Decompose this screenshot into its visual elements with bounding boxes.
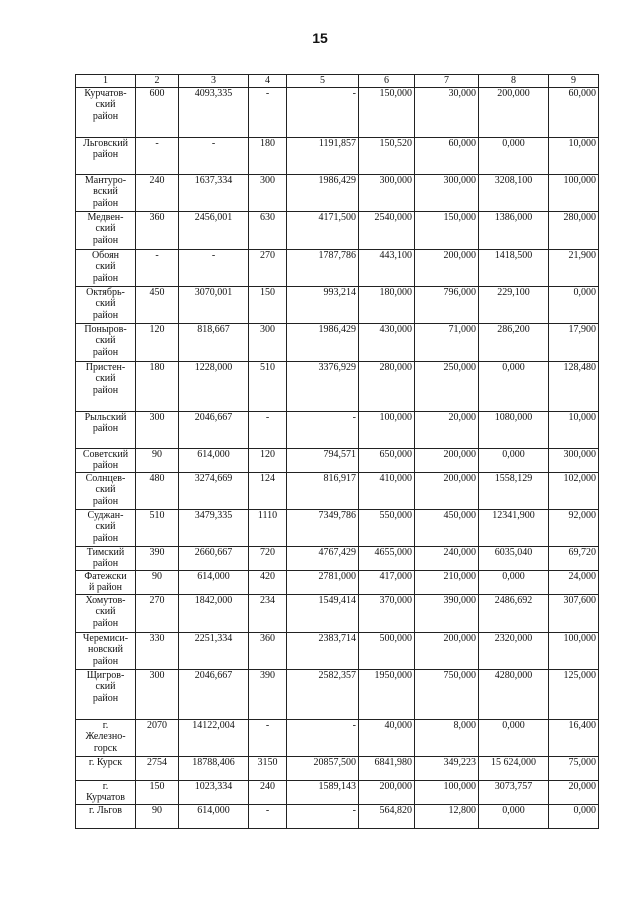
value-cell-c9: 300,000 [549,448,599,472]
value-cell-c7: 30,000 [415,87,479,137]
value-cell-c6: 410,000 [359,472,415,509]
value-cell-c9: 10,000 [549,137,599,174]
value-cell-c5: 1986,429 [287,174,359,211]
value-cell-c5: 993,214 [287,286,359,323]
value-cell-c3: 1842,000 [179,594,249,632]
column-header: 1 [76,75,136,88]
table-row [76,719,599,756]
value-cell-c7: 200,000 [415,448,479,472]
value-cell-c9: 60,000 [549,87,599,137]
value-cell-c5: - [287,804,359,828]
value-cell-c5: 1986,429 [287,323,359,361]
value-cell-c6: 180,000 [359,286,415,323]
value-cell-c5: 3376,929 [287,361,359,411]
district-name-cell: г. Курск [76,756,136,780]
value-cell-c8: 4280,000 [479,669,549,719]
value-cell-c3: 614,000 [179,448,249,472]
value-cell-c8: 0,000 [479,804,549,828]
value-cell-c3: 2046,667 [179,669,249,719]
value-cell-c4: 720 [249,546,287,570]
district-name-cell: Поныров- ский район [76,323,136,361]
value-cell-c9: 280,000 [549,211,599,249]
district-funding-table [75,74,599,829]
value-cell-c7: 750,000 [415,669,479,719]
value-cell-c4: 124 [249,472,287,509]
value-cell-c3: 2456,001 [179,211,249,249]
table-row [76,509,599,546]
district-name-cell: Рыльский район [76,411,136,448]
value-cell-c7: 150,000 [415,211,479,249]
value-cell-c2: 90 [136,570,179,594]
value-cell-c8: 2486,692 [479,594,549,632]
value-cell-c4: 1110 [249,509,287,546]
value-cell-c4: - [249,804,287,828]
value-cell-c4: 630 [249,211,287,249]
value-cell-c2: 300 [136,411,179,448]
district-name-cell: Октябрь- ский район [76,286,136,323]
value-cell-c3: 1228,000 [179,361,249,411]
page-number: 15 [312,30,328,46]
value-cell-c4: 300 [249,174,287,211]
value-cell-c3: 2251,334 [179,632,249,669]
value-cell-c2: - [136,137,179,174]
value-cell-c9: 307,600 [549,594,599,632]
value-cell-c7: 12,800 [415,804,479,828]
value-cell-c8: 229,100 [479,286,549,323]
district-name-cell: Медвен- ский район [76,211,136,249]
district-name-cell: Льговский район [76,137,136,174]
value-cell-c3: 614,000 [179,804,249,828]
value-cell-c5: 816,917 [287,472,359,509]
value-cell-c2: 270 [136,594,179,632]
value-cell-c2: 450 [136,286,179,323]
value-cell-c7: 200,000 [415,632,479,669]
value-cell-c2: 90 [136,448,179,472]
value-cell-c9: 17,900 [549,323,599,361]
value-cell-c8: 200,000 [479,87,549,137]
value-cell-c5: 1787,786 [287,249,359,286]
value-cell-c3: 3274,669 [179,472,249,509]
value-cell-c9: 10,000 [549,411,599,448]
table-row [76,211,599,249]
district-name-cell: Курчатов- ский район [76,87,136,137]
value-cell-c8: 0,000 [479,448,549,472]
value-cell-c5: - [287,87,359,137]
value-cell-c5: 1549,414 [287,594,359,632]
value-cell-c8: 1080,000 [479,411,549,448]
column-number-row [76,75,599,88]
value-cell-c4: 390 [249,669,287,719]
table-row [76,323,599,361]
value-cell-c3: 14122,004 [179,719,249,756]
value-cell-c8: 3208,100 [479,174,549,211]
value-cell-c5: 7349,786 [287,509,359,546]
table-row [76,286,599,323]
value-cell-c7: 200,000 [415,249,479,286]
value-cell-c8: 0,000 [479,137,549,174]
value-cell-c7: 100,000 [415,780,479,804]
value-cell-c7: 60,000 [415,137,479,174]
value-cell-c8: 6035,040 [479,546,549,570]
value-cell-c5: 1191,857 [287,137,359,174]
value-cell-c6: 6841,980 [359,756,415,780]
value-cell-c7: 20,000 [415,411,479,448]
value-cell-c4: 300 [249,323,287,361]
district-name-cell: г. Железно- горск [76,719,136,756]
value-cell-c9: 0,000 [549,286,599,323]
value-cell-c3: 818,667 [179,323,249,361]
value-cell-c9: 125,000 [549,669,599,719]
value-cell-c8: 3073,757 [479,780,549,804]
value-cell-c7: 450,000 [415,509,479,546]
table-row [76,594,599,632]
value-cell-c6: 150,520 [359,137,415,174]
value-cell-c8: 1558,129 [479,472,549,509]
table-body [76,87,599,828]
table-row [76,249,599,286]
table-row [76,669,599,719]
value-cell-c6: 4655,000 [359,546,415,570]
value-cell-c5: 794,571 [287,448,359,472]
value-cell-c3: 1023,334 [179,780,249,804]
district-name-cell: Хомутов- ский район [76,594,136,632]
table-row [76,780,599,804]
district-name-cell: Советский район [76,448,136,472]
value-cell-c9: 92,000 [549,509,599,546]
value-cell-c5: 2582,357 [287,669,359,719]
value-cell-c8: 0,000 [479,361,549,411]
value-cell-c3: - [179,249,249,286]
value-cell-c2: 360 [136,211,179,249]
value-cell-c4: - [249,411,287,448]
value-cell-c9: 20,000 [549,780,599,804]
value-cell-c5: - [287,411,359,448]
value-cell-c6: 40,000 [359,719,415,756]
value-cell-c6: 280,000 [359,361,415,411]
value-cell-c3: 4093,335 [179,87,249,137]
district-name-cell: Фатежски й район [76,570,136,594]
district-name-cell: Суджан- ский район [76,509,136,546]
value-cell-c8: 1418,500 [479,249,549,286]
value-cell-c7: 796,000 [415,286,479,323]
value-cell-c6: 370,000 [359,594,415,632]
value-cell-c3: 614,000 [179,570,249,594]
value-cell-c2: 330 [136,632,179,669]
district-name-cell: Пристен- ский район [76,361,136,411]
value-cell-c2: 480 [136,472,179,509]
district-name-cell: Тимский район [76,546,136,570]
value-cell-c7: 8,000 [415,719,479,756]
value-cell-c6: 500,000 [359,632,415,669]
value-cell-c6: 550,000 [359,509,415,546]
value-cell-c6: 564,820 [359,804,415,828]
value-cell-c6: 300,000 [359,174,415,211]
district-name-cell: Щигров- ский район [76,669,136,719]
column-header: 2 [136,75,179,88]
value-cell-c5: 4171,500 [287,211,359,249]
value-cell-c9: 100,000 [549,632,599,669]
column-header: 6 [359,75,415,88]
value-cell-c6: 430,000 [359,323,415,361]
value-cell-c6: 100,000 [359,411,415,448]
value-cell-c7: 300,000 [415,174,479,211]
value-cell-c4: 3150 [249,756,287,780]
column-header: 4 [249,75,287,88]
value-cell-c9: 75,000 [549,756,599,780]
table-row [76,448,599,472]
column-header: 5 [287,75,359,88]
table-row [76,756,599,780]
table-row [76,137,599,174]
value-cell-c2: 300 [136,669,179,719]
value-cell-c8: 286,200 [479,323,549,361]
value-cell-c2: 150 [136,780,179,804]
value-cell-c2: 2070 [136,719,179,756]
value-cell-c2: 90 [136,804,179,828]
value-cell-c7: 210,000 [415,570,479,594]
table-row [76,546,599,570]
column-header: 8 [479,75,549,88]
column-header: 7 [415,75,479,88]
value-cell-c9: 0,000 [549,804,599,828]
value-cell-c3: - [179,137,249,174]
value-cell-c7: 250,000 [415,361,479,411]
district-name-cell: Солнцев- ский район [76,472,136,509]
district-name-cell: Черемиси- новский район [76,632,136,669]
table-row [76,632,599,669]
value-cell-c3: 3479,335 [179,509,249,546]
value-cell-c5: 1589,143 [287,780,359,804]
value-cell-c6: 2540,000 [359,211,415,249]
district-name-cell: г. Курчатов [76,780,136,804]
value-cell-c2: 600 [136,87,179,137]
value-cell-c6: 200,000 [359,780,415,804]
value-cell-c6: 443,100 [359,249,415,286]
value-cell-c5: 2781,000 [287,570,359,594]
value-cell-c4: 120 [249,448,287,472]
value-cell-c7: 349,223 [415,756,479,780]
value-cell-c3: 2046,667 [179,411,249,448]
value-cell-c3: 1637,334 [179,174,249,211]
value-cell-c4: 180 [249,137,287,174]
value-cell-c4: 270 [249,249,287,286]
value-cell-c2: 510 [136,509,179,546]
value-cell-c6: 150,000 [359,87,415,137]
value-cell-c7: 71,000 [415,323,479,361]
value-cell-c8: 0,000 [479,719,549,756]
value-cell-c6: 417,000 [359,570,415,594]
value-cell-c9: 16,400 [549,719,599,756]
value-cell-c3: 2660,667 [179,546,249,570]
value-cell-c7: 390,000 [415,594,479,632]
table-row [76,472,599,509]
table-row [76,411,599,448]
column-header: 3 [179,75,249,88]
value-cell-c4: 510 [249,361,287,411]
value-cell-c8: 0,000 [479,570,549,594]
value-cell-c2: 390 [136,546,179,570]
value-cell-c8: 15 624,000 [479,756,549,780]
table-row [76,361,599,411]
value-cell-c9: 69,720 [549,546,599,570]
value-cell-c4: 420 [249,570,287,594]
value-cell-c5: 20857,500 [287,756,359,780]
table-row [76,570,599,594]
district-name-cell: г. Льгов [76,804,136,828]
value-cell-c2: 120 [136,323,179,361]
value-cell-c4: 360 [249,632,287,669]
value-cell-c2: - [136,249,179,286]
value-cell-c9: 102,000 [549,472,599,509]
value-cell-c3: 18788,406 [179,756,249,780]
value-cell-c4: - [249,719,287,756]
table-row [76,174,599,211]
value-cell-c4: 234 [249,594,287,632]
value-cell-c9: 100,000 [549,174,599,211]
value-cell-c2: 180 [136,361,179,411]
value-cell-c6: 650,000 [359,448,415,472]
value-cell-c2: 2754 [136,756,179,780]
value-cell-c9: 24,000 [549,570,599,594]
value-cell-c5: - [287,719,359,756]
value-cell-c9: 21,900 [549,249,599,286]
value-cell-c8: 12341,900 [479,509,549,546]
value-cell-c8: 1386,000 [479,211,549,249]
value-cell-c5: 4767,429 [287,546,359,570]
value-cell-c4: 150 [249,286,287,323]
value-cell-c7: 240,000 [415,546,479,570]
value-cell-c8: 2320,000 [479,632,549,669]
value-cell-c3: 3070,001 [179,286,249,323]
value-cell-c7: 200,000 [415,472,479,509]
value-cell-c9: 128,480 [549,361,599,411]
value-cell-c6: 1950,000 [359,669,415,719]
district-name-cell: Обоян ский район [76,249,136,286]
value-cell-c2: 240 [136,174,179,211]
value-cell-c4: - [249,87,287,137]
value-cell-c5: 2383,714 [287,632,359,669]
table-row [76,804,599,828]
column-header: 9 [549,75,599,88]
value-cell-c4: 240 [249,780,287,804]
district-name-cell: Мантуро- вский район [76,174,136,211]
table-row [76,87,599,137]
